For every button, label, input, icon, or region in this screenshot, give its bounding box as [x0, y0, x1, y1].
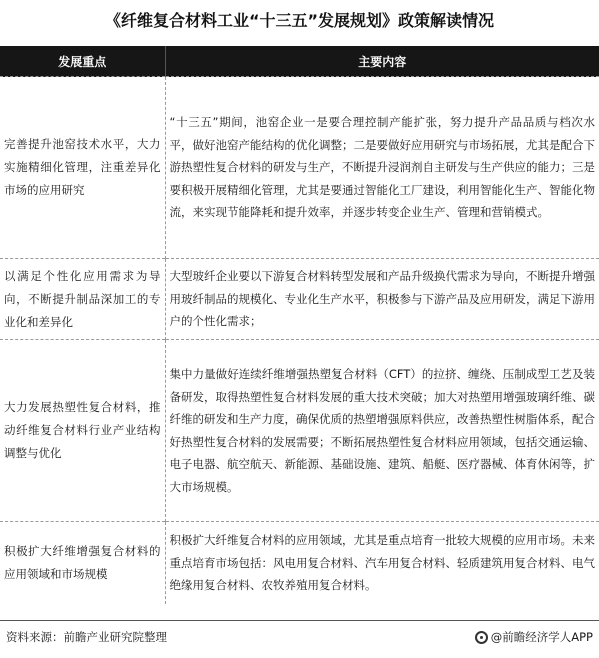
focus-cell: 以满足个性化应用需求为导向，不断提升制品深加工的专业化和差异化	[0, 259, 165, 340]
focus-cell: 完善提升池窑技术水平，大力实施精细化管理，注重差异化市场的应用研究	[0, 77, 165, 259]
source-note: 资料来源：前瞻产业研究院整理	[6, 630, 167, 644]
eye-logo-icon	[475, 631, 488, 644]
brand-label: @前瞻经济学人APP	[490, 630, 593, 644]
table-header-row	[0, 46, 599, 77]
document-title: 《纤维复合材料工业“十三五”发展规划》政策解读情况	[104, 11, 495, 30]
content-cell: 集中力量做好连续纤维增强热塑复合材料（CFT）的拉挤、缠绕、压制成型工艺及装备研发，取得热塑性复合材料发展的重大技术突破；加大对热塑用增强玻璃纤维、碳纤维的研发和生产力度，确保优质的热塑增强原料供应，改善热塑性树脂体系，配合好热塑性复合材料的发展需要；不断拓展热塑性复合材料应用领域，包括交通运输、电子电器、航空航天、新能源、基础设施、建筑、船艇、医疗器械、体育休闲等，扩大市场规模。	[165, 340, 599, 522]
table-row	[0, 340, 599, 522]
content-cell: 积极扩大纤维复合材料的应用领域，尤其是重点培育一批较大规模的应用市场。未来重点培育市场包括：风电用复合材料、汽车用复合材料、轻质建筑用复合材料、电气绝缘用复合材料、农牧养殖用复合材料。	[165, 522, 599, 605]
brand-watermark	[475, 629, 593, 645]
header-development-focus: 发展重点	[0, 46, 165, 77]
content-cell: “十三五”期间，池窑企业一是要合理控制产能扩张，努力提升产品品质与档次水平，做好池窑产能结构的优化调整；二是要做好应用研究与市场拓展，尤其是配合下游热塑性复合材料的研发与生产，不断提升浸润剂自主研发与生产供应的能力；三是要积极开展精细化管理，尤其是要通过智能化工厂建设，利用智能化生产、智能化物流，来实现节能降耗和提升效率，并逐步转变企业生产、管理和营销模式。	[165, 77, 599, 259]
table-row	[0, 259, 599, 340]
footer	[0, 620, 599, 658]
policy-table	[0, 46, 599, 604]
focus-cell: 积极扩大纤维增强复合材料的应用领域和市场规模	[0, 522, 165, 605]
header-main-content: 主要内容	[165, 46, 599, 77]
content-cell: 大型玻纤企业要以下游复合材料转型发展和产品升级换代需求为导向，不断提升增强用玻纤制品的规模化、专业化生产水平，积极参与下游产品及应用研发，满足下游用户的个性化需求；	[165, 259, 599, 340]
table-row	[0, 77, 599, 259]
table-row	[0, 522, 599, 605]
focus-cell: 大力发展热塑性复合材料，推动纤维复合材料行业产业结构调整与优化	[0, 340, 165, 522]
